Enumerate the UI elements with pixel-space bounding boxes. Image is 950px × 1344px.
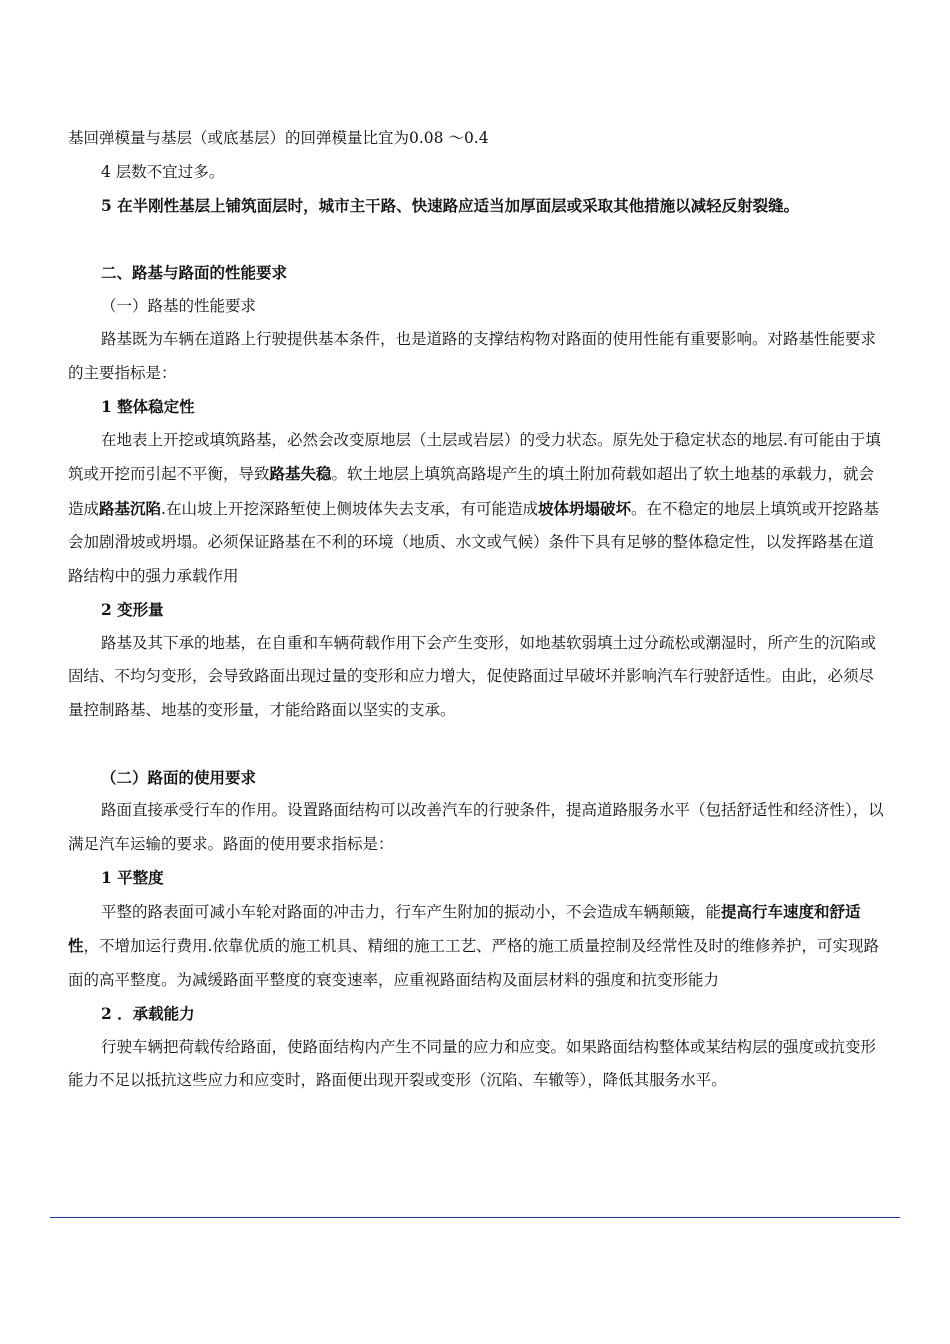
smoothness-text-2: ，不增加运行费用.依靠优质的施工机具、精细的施工工艺、严格的施工质量控制及经常性及时的维修养护，可实现路面的高平整度。为减缓路面平整度的衰变速率，应重视路面结构及面层材料的强度和抗变形能力 <box>68 937 879 989</box>
stability-text-3: .在山坡上开挖深路堑使上侧坡体失去支承，有可能造成 <box>161 499 538 518</box>
item-deformation: 2 变形量 <box>101 600 164 619</box>
deformation-paragraph: 路基及其下承的地基，在自重和车辆荷载作用下会产生变形，如地基软弱填土过分疏松或潮湿时，所产生的沉陷或固结、不均匀变形，会导致路面出现过量的变形和应力增大，促使路面过早破坏并影响汽车行驶舒适性。由此，必须尽量控制路基、地基的变形量，才能给路面以坚实的支承。 <box>68 633 877 719</box>
bearing-capacity-paragraph: 行驶车辆把荷载传给路面，使路面结构内产生不同量的应力和应变。如果路面结构整体或某结构层的强度或抗变形能力不足以抵抗这些应力和应变时，路面便出现开裂或变形（沉陷、车辙等），降低其服务水平。 <box>68 1037 877 1089</box>
smoothness-text-1: 平整的路表面可减小车轮对路面的冲击力，行车产生附加的振动小，不会造成车辆颠簸，能 <box>101 902 722 921</box>
emphasis-slope-collapse: 坡体坍塌破坏 <box>537 498 631 518</box>
document-body <box>68 122 888 1098</box>
item-bearing-capacity: 2 ．承载能力 <box>101 1004 195 1023</box>
subsection-heading-pavement: （二）路面的使用要求 <box>101 767 257 787</box>
blank-line <box>68 223 888 257</box>
emphasis-subgrade-settlement: 路基沉陷 <box>99 498 162 518</box>
item-overall-stability: 1 整体稳定性 <box>101 397 195 416</box>
section-heading: 二、路基与路面的性能要求 <box>101 263 288 282</box>
emphasis-subgrade-instability: 路基失稳 <box>269 464 332 483</box>
blank-line <box>68 727 888 761</box>
list-item-5: 5 在半刚性基层上铺筑面层时，城市主干路、快速路应适当加厚面层或采取其他措施以减轻反射裂缝。 <box>101 196 800 215</box>
smoothness-paragraph <box>68 895 888 998</box>
footer-divider <box>50 1217 900 1218</box>
emphasis-speed-comfort: 提高行车速度和舒适性 <box>68 901 861 955</box>
stability-text-2: 。软土地层上填筑高路堤产生的填土附加荷载如超出了软土地基的承载力，就会造成 <box>68 465 875 518</box>
list-item-4: 4 层数不宜过多。 <box>101 162 225 181</box>
item-smoothness: 1 平整度 <box>101 868 164 887</box>
stability-text-1: 在地表上开挖或填筑路基，必然会改变原地层（土层或岩层）的受力状态。原先处于稳定状态的地层.有可能由于填筑或开挖而引起不平衡，导致 <box>68 430 881 483</box>
continued-paragraph: 基回弹模量与基层（或底基层）的回弹模量比宜为0.08 ～0.4 <box>68 129 489 147</box>
pavement-intro-paragraph: 路面直接承受行车的作用。设置路面结构可以改善汽车的行驶条件，提高道路服务水平（包括舒适性和经济性），以满足汽车运输的要求。路面的使用要求指标是： <box>68 801 884 853</box>
stability-text-4: 。在不稳定的地层上填筑或开挖路基会加剧滑坡或坍塌。必须保证路基在不利的环境（地质、水文或气候）条件下具有足够的整体稳定性，以发挥路基在道路结构中的强力承载作用 <box>68 499 879 585</box>
subgrade-intro-paragraph: 路基既为车辆在道路上行驶提供基本条件，也是道路的支撑结构物对路面的使用性能有重要影响。对路基性能要求的主要指标是： <box>68 330 877 382</box>
stability-paragraph <box>68 424 888 594</box>
subsection-heading-subgrade: （一）路基的性能要求 <box>101 296 257 315</box>
